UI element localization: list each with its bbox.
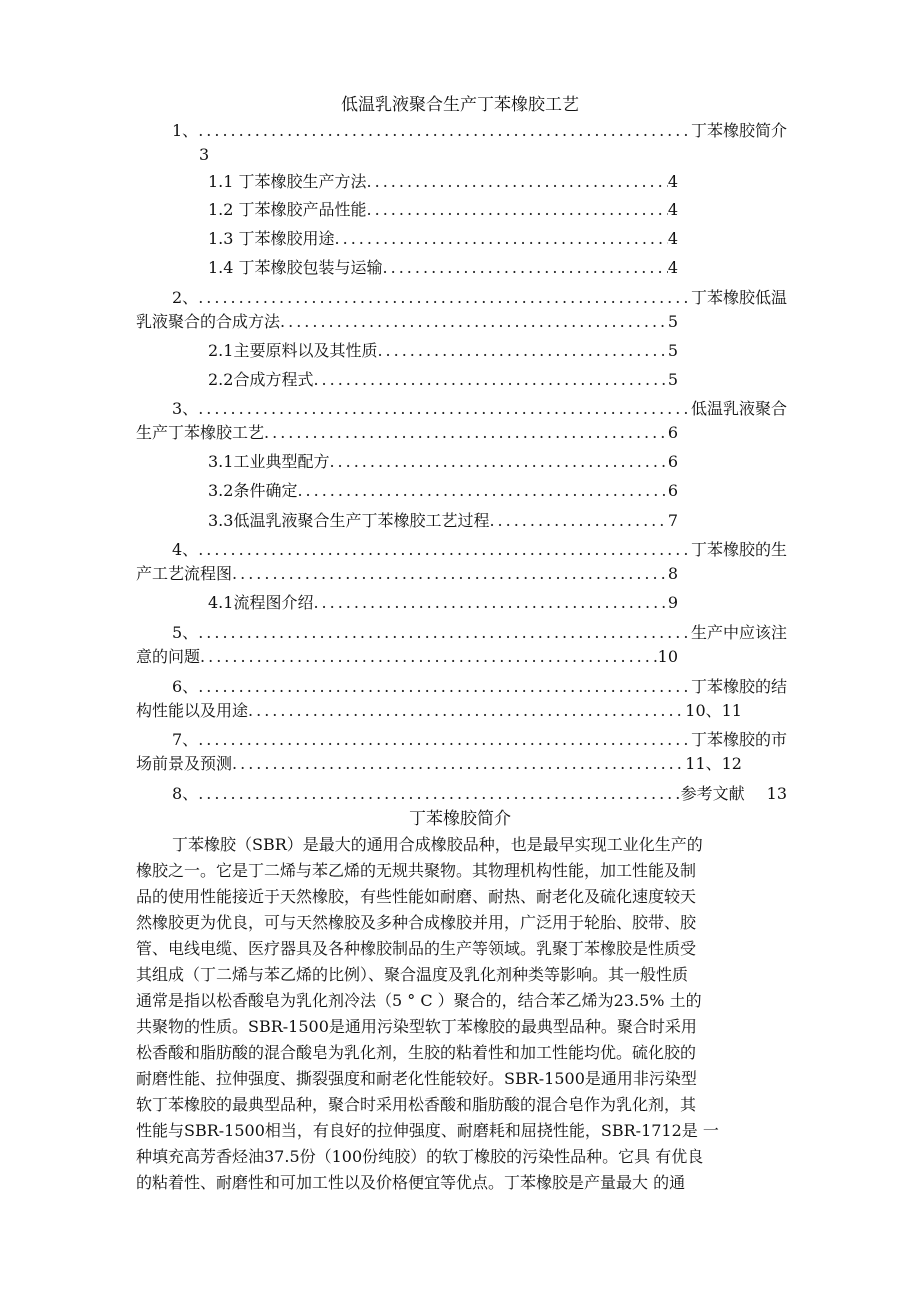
toc-item-text: 3.2条件确定 bbox=[208, 481, 298, 500]
toc-page-number: 5 bbox=[667, 370, 678, 389]
toc-item-text: 乳液聚合的合成方法 bbox=[136, 312, 281, 331]
paragraph-line: 松香酸和脂肪酸的混合酸皂为乳化剂，生胶的粘着性和加工性能均优。硫化胶的 bbox=[136, 1043, 697, 1062]
dot-leader bbox=[198, 676, 691, 698]
dot-leader bbox=[383, 257, 668, 279]
toc-item-7[interactable] bbox=[172, 729, 787, 751]
document-title: 低温乳液聚合生产丁苯橡胶工艺 bbox=[341, 95, 579, 115]
toc-item-1-3[interactable] bbox=[208, 228, 678, 250]
dot-leader bbox=[367, 171, 668, 193]
paragraph-line: 耐磨性能、拉伸强度、撕裂强度和耐老化性能较好。SBR-1500是通用非污染型 bbox=[136, 1069, 697, 1088]
toc-item-number: 7、 bbox=[172, 730, 199, 749]
toc-item-5[interactable] bbox=[172, 622, 787, 644]
paragraph-line: 管、电线电缆、医疗器具及各种橡胶制品的生产等领域。乳聚丁苯橡胶是性质受 bbox=[136, 939, 697, 958]
dot-leader bbox=[367, 199, 668, 221]
toc-item-1-2[interactable] bbox=[208, 199, 678, 221]
dot-leader bbox=[377, 340, 667, 362]
toc-item-6-continued[interactable] bbox=[136, 700, 742, 722]
toc-item-text: 丁苯橡胶简介 bbox=[690, 121, 787, 140]
toc-page-number: 3 bbox=[199, 145, 210, 164]
toc-item-text: 丁苯橡胶的结 bbox=[690, 677, 787, 696]
paragraph-line: 其组成（丁二烯与苯乙烯的比例）、聚合温度及乳化剂种类等影响。其一般性质 bbox=[136, 965, 689, 984]
toc-item-text: 1.3 丁苯橡胶用途 bbox=[208, 229, 335, 248]
toc-item-text: 4.1流程图介绍 bbox=[208, 593, 314, 612]
paragraph-line: 丁苯橡胶（SBR）是最大的通用合成橡胶品种，也是最早实现工业化生产的 bbox=[172, 835, 703, 854]
toc-item-2-2[interactable] bbox=[208, 369, 678, 391]
toc-item-3-3[interactable] bbox=[208, 510, 678, 532]
toc-page-number: 11、12 bbox=[685, 754, 742, 773]
toc-page-number: 10、11 bbox=[685, 701, 742, 720]
paragraph-line: 通常是指以松香酸皂为乳化剂冷法（5 ° C ）聚合的，结合苯乙烯为23.5% 土的 bbox=[136, 991, 702, 1010]
paragraph-line: 共聚物的性质。SBR-1500是通用污染型软丁苯橡胶的最典型品种。聚合时采用 bbox=[136, 1017, 697, 1036]
toc-page-number: 10 bbox=[657, 647, 678, 666]
paragraph-line: 橡胶之一。它是丁二烯与苯乙烯的无规共聚物。其物理机构性能，加工性能及制 bbox=[136, 861, 697, 880]
dot-leader bbox=[200, 646, 658, 668]
toc-item-1-1[interactable] bbox=[208, 171, 678, 193]
dot-leader bbox=[248, 700, 685, 722]
toc-item-number: 4、 bbox=[172, 540, 199, 559]
toc-item-3[interactable] bbox=[172, 398, 787, 420]
toc-page-number: 5 bbox=[667, 341, 678, 360]
toc-item-4-continued[interactable] bbox=[136, 563, 678, 585]
toc-page-number: 6 bbox=[667, 481, 678, 500]
toc-item-8[interactable] bbox=[172, 783, 787, 805]
toc-item-text: 3.1工业典型配方 bbox=[208, 452, 330, 471]
toc-item-number: 3、 bbox=[172, 399, 199, 418]
toc-page-number: 8 bbox=[667, 564, 678, 583]
dot-leader bbox=[198, 729, 691, 751]
toc-page-number: 9 bbox=[667, 593, 678, 612]
toc-item-text: 3.3低温乳液聚合生产丁苯橡胶工艺过程 bbox=[208, 511, 490, 530]
toc-item-6[interactable] bbox=[172, 676, 787, 698]
toc-item-1-4[interactable] bbox=[208, 257, 678, 279]
dot-leader bbox=[198, 398, 691, 420]
toc-page-number: 4 bbox=[667, 200, 678, 219]
toc-item-text: 参考文献 bbox=[680, 784, 745, 803]
toc-item-1[interactable] bbox=[172, 120, 787, 142]
dot-leader bbox=[297, 480, 667, 502]
toc-item-3-continued[interactable] bbox=[136, 422, 678, 444]
paragraph-line: 性能与SBR-1500相当，有良好的拉伸强度、耐磨耗和屈挠性能，SBR-1712是 一 bbox=[136, 1121, 719, 1140]
toc-page-number: 6 bbox=[667, 452, 678, 471]
toc-item-text: 丁苯橡胶低温 bbox=[690, 288, 787, 307]
section-title: 丁苯橡胶简介 bbox=[409, 809, 511, 829]
toc-item-4[interactable] bbox=[172, 539, 787, 561]
dot-leader bbox=[313, 369, 667, 391]
toc-item-text: 构性能以及用途 bbox=[136, 701, 249, 720]
toc-item-number: 2、 bbox=[172, 288, 199, 307]
dot-leader bbox=[198, 539, 691, 561]
toc-item-number: 1、 bbox=[172, 121, 199, 140]
toc-item-3-1[interactable] bbox=[208, 451, 678, 473]
paragraph-line: 品的使用性能接近于天然橡胶，有些性能如耐磨、耐热、耐老化及硫化速度较天 bbox=[136, 887, 697, 906]
toc-item-text: 低温乳液聚合 bbox=[690, 399, 787, 418]
toc-item-text: 1.1 丁苯橡胶生产方法 bbox=[208, 172, 367, 191]
toc-item-text: 意的问题 bbox=[136, 647, 201, 666]
dot-leader bbox=[232, 563, 668, 585]
toc-item-5-continued[interactable] bbox=[136, 646, 678, 668]
toc-item-number: 5、 bbox=[172, 623, 199, 642]
toc-item-text: 1.2 丁苯橡胶产品性能 bbox=[208, 200, 367, 219]
paragraph-line: 种填充高芳香烃油37.5份（100份纯胶）的软丁橡胶的污染性品种。它具 有优良 bbox=[136, 1147, 704, 1166]
dot-leader bbox=[198, 783, 680, 805]
paragraph-line: 软丁苯橡胶的最典型品种，聚合时采用松香酸和脂肪酸的混合皂作为乳化剂，其 bbox=[136, 1095, 697, 1114]
toc-page-number: 13 bbox=[766, 784, 787, 803]
dot-leader bbox=[280, 311, 668, 333]
toc-item-3-2[interactable] bbox=[208, 480, 678, 502]
toc-page-number: 7 bbox=[667, 511, 678, 530]
paragraph-line: 的粘着性、耐磨性和可加工性以及价格便宜等优点。丁苯橡胶是产量最大 的通 bbox=[136, 1173, 686, 1192]
dot-leader bbox=[198, 287, 691, 309]
toc-item-number: 8、 bbox=[172, 784, 199, 803]
paragraph-line: 然橡胶更为优良，可与天然橡胶及多种合成橡胶并用，广泛用于轮胎、胶带、胶 bbox=[136, 913, 697, 932]
toc-item-text: 丁苯橡胶的市 bbox=[690, 730, 787, 749]
toc-item-text: 生产中应该注 bbox=[690, 623, 787, 642]
toc-item-text: 2.1主要原料以及其性质 bbox=[208, 341, 378, 360]
dot-leader bbox=[489, 510, 667, 532]
toc-item-2[interactable] bbox=[172, 287, 787, 309]
toc-page-number: 6 bbox=[667, 423, 678, 442]
toc-item-text: 产工艺流程图 bbox=[136, 564, 233, 583]
dot-leader bbox=[264, 422, 668, 444]
toc-page-number: 4 bbox=[667, 229, 678, 248]
dot-leader bbox=[313, 592, 667, 614]
dot-leader bbox=[198, 120, 691, 142]
toc-item-text: 2.2合成方程式 bbox=[208, 370, 314, 389]
toc-item-7-continued[interactable] bbox=[136, 753, 742, 775]
dot-leader bbox=[198, 622, 691, 644]
toc-page-number: 5 bbox=[667, 312, 678, 331]
dot-leader bbox=[232, 753, 685, 775]
toc-item-number: 6、 bbox=[172, 677, 199, 696]
toc-item-text: 丁苯橡胶的生 bbox=[690, 540, 787, 559]
toc-item-text: 1.4 丁苯橡胶包装与运输 bbox=[208, 258, 383, 277]
dot-leader bbox=[329, 451, 667, 473]
dot-leader bbox=[335, 228, 668, 250]
toc-page-number: 4 bbox=[667, 172, 678, 191]
toc-item-2-1[interactable] bbox=[208, 340, 678, 362]
toc-page-number: 4 bbox=[667, 258, 678, 277]
toc-item-text: 生产丁苯橡胶工艺 bbox=[136, 423, 265, 442]
toc-item-2-continued[interactable] bbox=[136, 311, 678, 333]
toc-item-4-1[interactable] bbox=[208, 592, 678, 614]
toc-item-text: 场前景及预测 bbox=[136, 754, 233, 773]
